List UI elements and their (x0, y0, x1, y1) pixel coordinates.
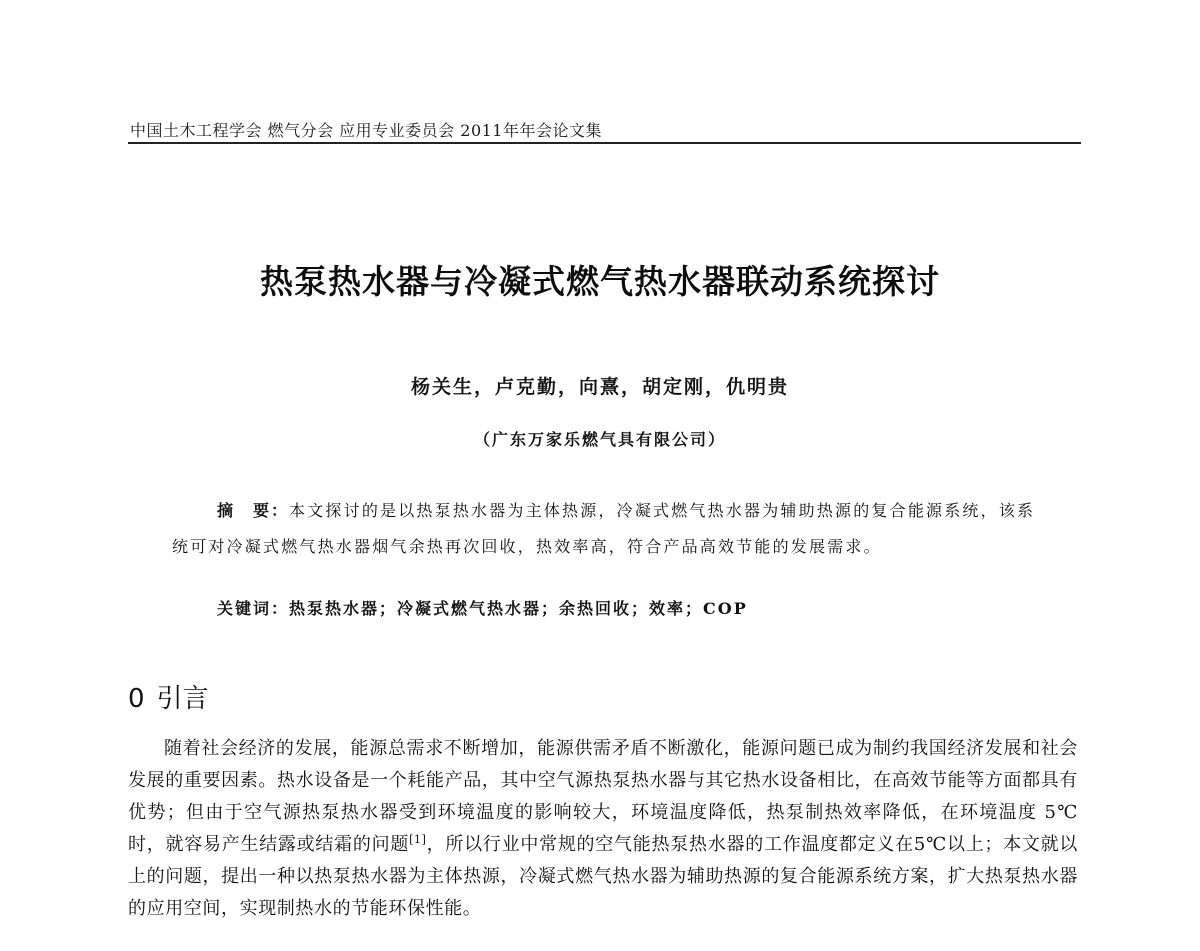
section-title: 引言 (156, 684, 209, 714)
body-text-part-2: ，所以行业中常规的空气能热泵热水器的工作温度都定义在5℃以上；本文就以上的问题，提出一种以热泵热水器为主体热源，冷凝式燃气热水器为辅助热源的复合能源系统方案，扩大热泵热水器的应用空间，实现制热水的节能环保性能。 (128, 834, 1078, 919)
abstract-text: 本文探讨的是以热泵热水器为主体热源，冷凝式燃气热水器为辅助热源的复合能源系统，该系统可对冷凝式燃气热水器烟气余热再次回收，热效率高，符合产品高效节能的发展需求。 (172, 501, 1036, 556)
header-rule (128, 142, 1081, 144)
keywords-label: 关键词： (217, 599, 290, 618)
body-text-part-1: 随着社会经济的发展，能源总需求不断增加，能源供需矛盾不断激化，能源问题已成为制约我国经济发展和社会发展的重要因素。热水设备是一个耗能产品，其中空气源热泵热水器与其它热水设备相比，在高效节能等方面都具有优势；但由于空气源热泵热水器受到环境温度的影响较大，环境温度降低，热泵制热效率降低，在环境温度 5℃时，就容易产生结露或结霜的问题 (128, 738, 1078, 855)
section-heading (128, 678, 209, 715)
running-header: 中国土木工程学会 燃气分会 应用专业委员会 2011年年会论文集 (130, 121, 602, 140)
section-number: 0 (128, 684, 145, 714)
keywords-text: 热泵热水器；冷凝式燃气热水器；余热回收；效率；COP (289, 599, 748, 618)
citation-ref[interactable]: [1] (409, 833, 427, 846)
paper-title: 热泵热水器与冷凝式燃气热水器联动系统探讨 (260, 262, 940, 301)
body-paragraph (128, 733, 1078, 925)
abstract-label: 摘 要： (217, 501, 290, 520)
keywords (217, 596, 748, 619)
abstract (172, 493, 1042, 565)
authors: 杨关生，卢克勤，向熹，胡定刚，仇明贵 (410, 376, 789, 398)
affiliation: （广东万家乐燃气具有限公司） (473, 430, 726, 449)
